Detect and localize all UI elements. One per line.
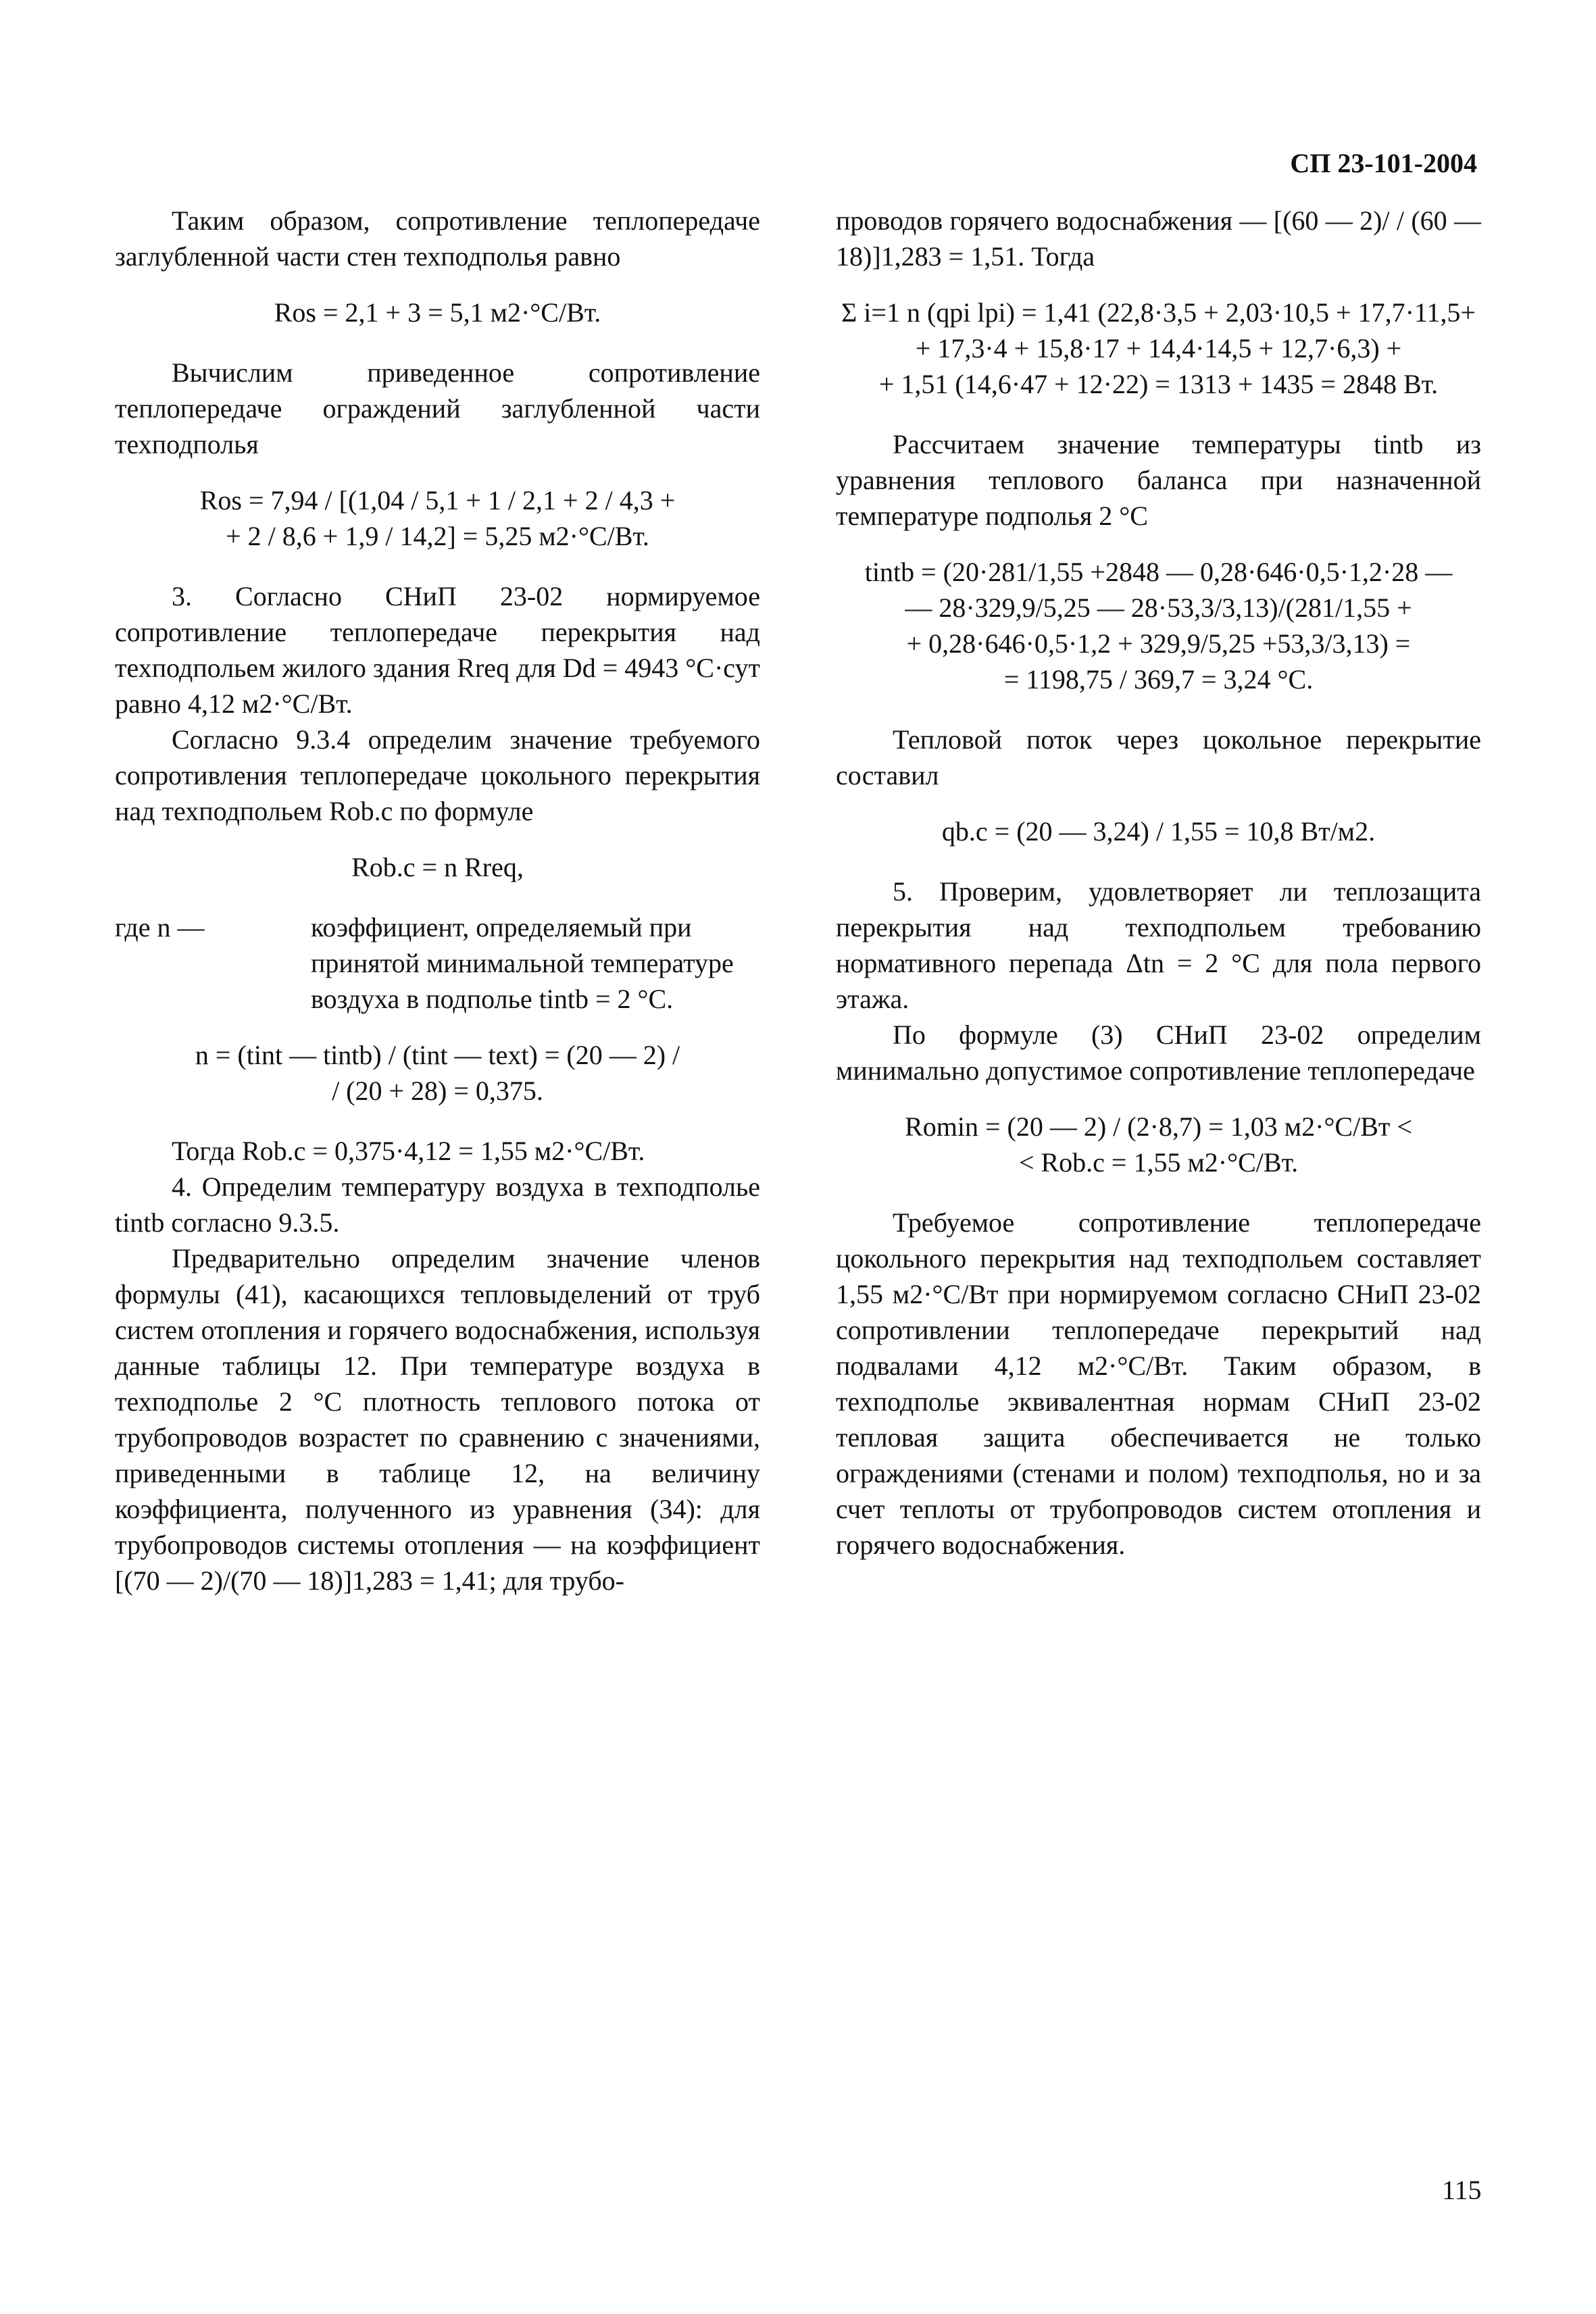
paragraph: Рассчитаем значение температуры tintb из уравнения теплового баланса при назначенной температуре подполья 2 °С	[836, 429, 1481, 531]
right-column	[836, 203, 1481, 1563]
paragraph: 5. Проверим, удовлетворяет ли теплозащита перекрытия над техподпольем требованию нормативного перепада Δtn = 2 °С для пола первого этажа.	[836, 876, 1481, 1014]
paragraph: Требуемое сопротивление теплопередаче цокольного перекрытия над техподпольем составляет 1,55 м2·°С/Вт при нормируемом согласно СНиП 23-02 сопротивлении теплопередаче перекрытий над подвалами 4,12 м2·°С/Вт. Таким образом, в техподполье эквивалентная нормам СНиП 23-02 тепловая защита обеспечивается не только ограждениями (стенами и полом) техподполья, но и за счет теплоты от трубопроводов систем отопления и горячего водоснабжения.	[836, 1207, 1481, 1560]
formula-line: qb.c = (20 — 3,24) / 1,55 = 10,8 Вт/м2.	[941, 816, 1376, 847]
formula-line: + 17,3·4 + 15,8·17 + 14,4·14,5 + 12,7·6,3) +	[915, 333, 1402, 363]
paragraph: Тепловой поток через цокольное перекрытие составил	[836, 724, 1481, 790]
paragraph: Тогда Rоb.c = 0,375·4,12 = 1,55 м2·°С/Вт.	[172, 1136, 645, 1166]
formula-line: — 28·329,9/5,25 — 28·53,3/3,13)/(281/1,55 +	[905, 593, 1412, 623]
formula	[115, 1037, 760, 1109]
formula-line: = 1198,75 / 369,7 = 3,24 °С.	[1003, 664, 1314, 695]
paragraph: 4. Определим температуру воздуха в техподполье tintb согласно 9.3.5.	[115, 1172, 760, 1238]
where-description: коэффициент, определяемый при принятой минимальной температуре воздуха в подполье tintb = 2 °С.	[311, 912, 734, 1014]
formula-line: Σ i=1 n (qpi lpi) = 1,41 (22,8·3,5 + 2,03·10,5 + 17,7·11,5+	[841, 297, 1476, 328]
formula-line: + 0,28·646·0,5·1,2 + 329,9/5,25 +53,3/3,13) =	[906, 628, 1411, 659]
where-definition	[115, 909, 760, 1017]
formula	[836, 1109, 1481, 1180]
left-column	[115, 203, 760, 1599]
formula-line: + 2 / 8,6 + 1,9 / 14,2] = 5,25 м2·°С/Вт.	[226, 521, 649, 551]
paragraph: Согласно 9.3.4 определим значение требуемого сопротивления теплопередаче цокольного перекрытия над техподпольем Rоb.c по формуле	[115, 724, 760, 826]
formula	[115, 295, 760, 330]
formula-line: Rоmin = (20 — 2) / (2·8,7) = 1,03 м2·°С/Вт <	[905, 1111, 1412, 1142]
formula-line: < Rоb.c = 1,55 м2·°С/Вт.	[1018, 1147, 1299, 1178]
where-term: где n —	[115, 912, 205, 942]
formula	[115, 849, 760, 885]
formula-line: Rоs = 2,1 + 3 = 5,1 м2·°С/Вт.	[274, 297, 601, 328]
formula	[836, 295, 1481, 402]
paragraph: Предварительно определим значение членов формулы (41), касающихся тепловыделений от труб систем отопления и горячего водоснабжения, используя данные таблицы 12. При температуре воздуха в техподполье 2 °С плотность теплового потока от трубопроводов возрастет по сравнению с значениями, приведенными в таблице 12, на величину коэффициента, полученного из уравнения (34): для трубопроводов системы отопления — на коэффициент [(70 — 2)/(70 — 18)]1,283 = 1,41; для трубо-	[115, 1243, 760, 1596]
formula-line: n = (tint — tintb) / (tint — text) = (20 — 2) /	[195, 1040, 680, 1070]
formula	[836, 554, 1481, 697]
formula-line: + 1,51 (14,6·47 + 12·22) = 1313 + 1435 = 2848 Вт.	[878, 369, 1439, 399]
paragraph: Таким образом, сопротивление теплопередаче заглубленной части стен техподполья равно	[115, 205, 760, 272]
formula	[115, 482, 760, 554]
paragraph: проводов горячего водоснабжения — [(60 — 2)/ / (60 — 18)]1,283 = 1,51. Тогда	[836, 205, 1481, 272]
formula-line: tintb = (20·281/1,55 +2848 — 0,28·646·0,5·1,2·28 —	[864, 557, 1453, 587]
formula	[836, 813, 1481, 849]
paragraph: Вычислим приведенное сопротивление теплопередаче ограждений заглубленной части техподполья	[115, 357, 760, 459]
document-code: СП 23-101-2004	[1290, 148, 1477, 178]
paragraph: 3. Согласно СНиП 23-02 нормируемое сопротивление теплопередаче перекрытия над техподпольем жилого здания Rreq для Dd = 4943 °С·сут равно 4,12 м2·°С/Вт.	[115, 581, 760, 719]
formula-line: Rоs = 7,94 / [(1,04 / 5,1 + 1 / 2,1 + 2 / 4,3 +	[199, 485, 676, 515]
formula-line: / (20 + 28) = 0,375.	[332, 1076, 543, 1106]
page-number: 115	[1442, 2175, 1482, 2205]
formula-line: Rоb.c = n Rreq,	[351, 852, 524, 882]
paragraph: По формуле (3) СНиП 23-02 определим минимально допустимое сопротивление теплопередаче	[836, 1020, 1481, 1086]
